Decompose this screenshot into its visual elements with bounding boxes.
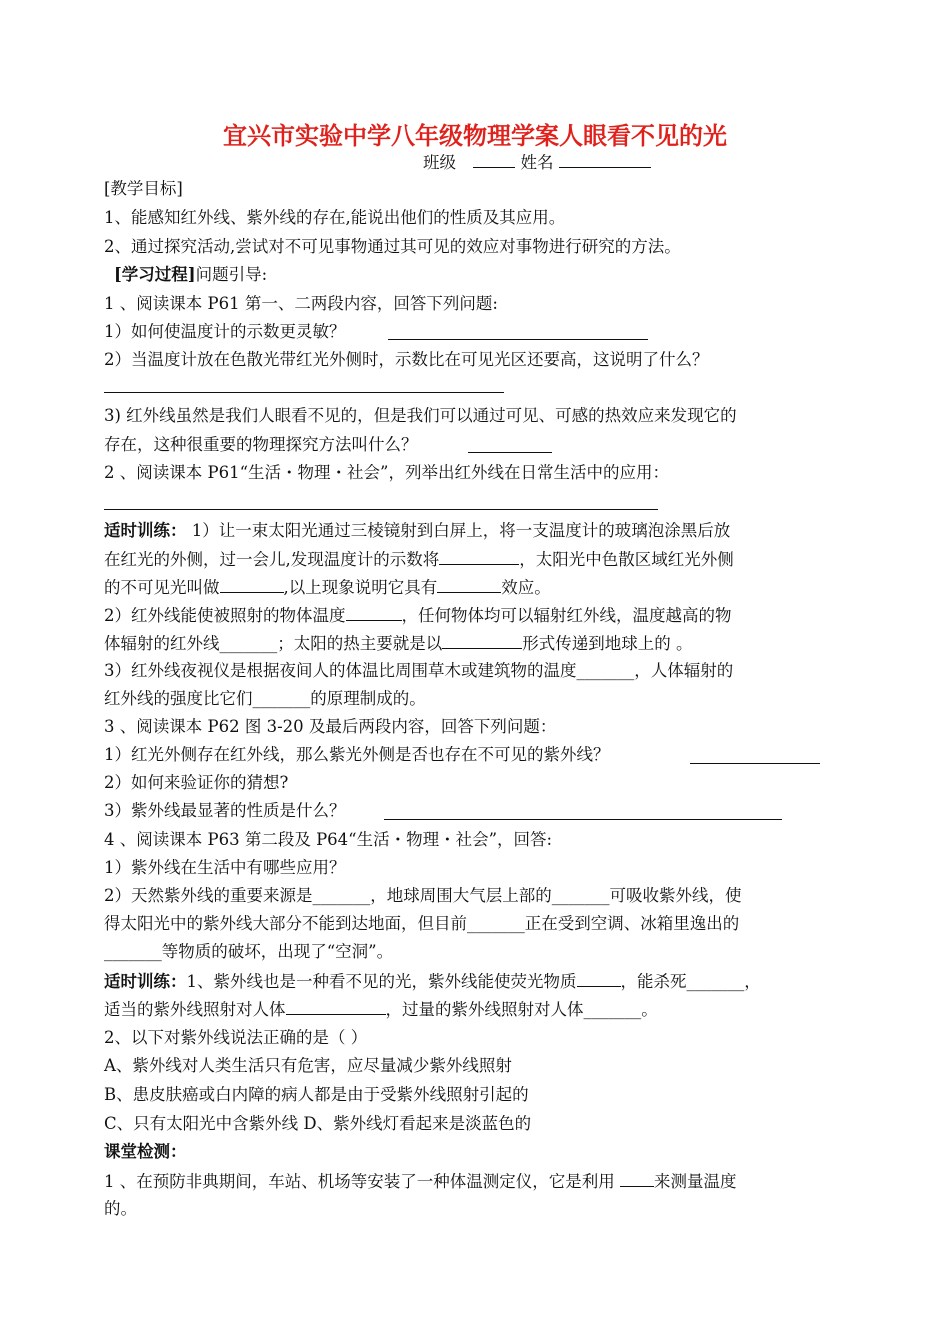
answer-blank-1-2[interactable] [104,392,504,393]
practice-3-line-2: 红外线的强度比它们_______的原理制成的。 [104,689,426,708]
reading-task-3: 3 、阅读课本 P62 图 3-20 及最后两段内容，回答下列问题： [104,717,557,736]
answer-blank[interactable] [442,632,522,649]
answer-blank[interactable] [346,604,402,621]
answer-blank[interactable] [286,998,386,1015]
practice-text: 体辐射的红外线_______；太阳的热主要就是以 [104,634,443,653]
check-question-1 [104,1170,737,1193]
answer-blank-2[interactable] [104,509,658,510]
question-1-3: 3) 红外线虽然是我们人眼看不见的，但是我们可以通过可见、可感的热效应来发现它的 [104,406,737,425]
section-heading-check: 课堂检测： [104,1142,187,1161]
practice-text: ，能杀死_______， [620,972,761,991]
class-blank[interactable] [473,151,515,168]
question-4-2-line-1: 2）天然紫外线的重要来源是_______，地球周围大气层上部的_______可吸收紫外线，使 [104,886,742,905]
practice-2-line-1 [104,604,732,627]
answer-blank-1-3[interactable] [468,452,552,453]
answer-blank[interactable] [439,548,519,565]
reading-task-2: 2 、阅读课本 P61“生活・物理・社会”，列举出红外线在日常生活中的应用： [104,463,669,482]
practice-label: 适时训练： [104,521,187,540]
choice-b[interactable]: B、患皮肤癌或白内障的病人都是由于受紫外线照射引起的 [104,1085,529,1104]
section-heading-goals: [教学目标] [104,179,183,198]
answer-blank[interactable] [577,970,621,987]
question-3-3: 3）紫外线最显著的性质是什么？ [104,801,346,820]
practice-1-line-1 [104,520,730,542]
process-label: [学习过程] [114,265,196,284]
practice-text: ，任何物体均可以辐射红外线，温度越高的物 [401,606,732,625]
question-text: 1 、在预防非典期间，车站、机场等安装了一种体温测定仪，它是利用 [104,1172,620,1191]
practice-2-line-2 [104,632,693,655]
question-text: 来测量温度 [654,1172,737,1191]
goal-item-2: 2、通过探究活动,尝试对不可见事物通过其可见的效应对事物进行研究的方法。 [104,237,681,256]
choice-a[interactable]: A、紫外线对人类生活只有危害，应尽量减少紫外线照射 [104,1056,512,1075]
guide-label: 问题引导: [195,265,268,284]
question-3-1: 1）红光外侧存在红外线，那么紫光外侧是否也存在不可见的紫外线？ [104,745,610,764]
practice-text: 适当的紫外线照射对人体 [104,1000,286,1019]
reading-task-4: 4 、阅读课本 P63 第二段及 P64“生活・物理・社会”，回答: [104,830,553,849]
practice-3-line-1: 3）红外线夜视仪是根据夜间人的体温比周围草木或建筑物的温度_______，人体辐射的 [104,661,734,680]
question-1-2: 2）当温度计放在色散光带红光外侧时，示数比在可见光区还要高，这说明了什么？ [104,350,709,369]
practice-b-line-1 [104,970,761,993]
question-4-2-line-2: 得太阳光中的紫外线大部分不能到达地面，但目前_______正在受到空调、冰箱里逸出的 [104,914,740,933]
answer-blank[interactable] [437,576,501,593]
choice-c-d[interactable]: C、只有太阳光中含紫外线 D、紫外线灯看起来是淡蓝色的 [104,1114,532,1133]
question-1-3-cont: 存在，这种很重要的物理探究方法叫什么？ [104,435,418,454]
question-1-1 [104,321,346,343]
practice-text: ，过量的紫外线照射对人体_______。 [385,1000,658,1019]
class-name-line [423,151,651,174]
practice-text: 效应。 [501,578,551,597]
practice-label: 适时训练： [104,972,187,991]
question-4-2-line-3: _______等物质的破坏，出现了“空洞”。 [104,942,394,961]
goal-item-1: 1、能感知红外线、紫外线的存在,能说出他们的性质及其应用。 [104,208,566,227]
class-label: 班级 [423,153,456,172]
answer-blank-1-1[interactable] [388,339,648,340]
question-3-2: 2）如何来验证你的猜想? [104,773,289,792]
practice-text: ，太阳光中色散区域红光外侧 [519,550,734,569]
practice-text: 2）红外线能使被照射的物体温度 [104,606,346,625]
name-label: 姓名 [520,153,554,172]
practice-1-line-2 [104,548,734,571]
answer-blank[interactable] [620,1170,654,1187]
practice-text: 形式传递到地球上的 。 [522,634,693,653]
page-title: 宜兴市实验中学八年级物理学案人眼看不见的光 [223,122,727,150]
check-question-1-cont: 的。 [104,1199,137,1218]
section-heading-process [114,264,267,286]
answer-blank-3-1[interactable] [690,763,820,764]
practice-text: ,以上现象说明它具有 [283,578,438,597]
choice-question: 2、以下对紫外线说法正确的是（ ） [104,1028,368,1047]
practice-text: 1、紫外线也是一种看不见的光，紫外线能使荧光物质 [186,972,577,991]
answer-blank[interactable] [220,576,284,593]
answer-blank-3-3[interactable] [384,819,782,820]
practice-text: 1）让一束太阳光通过三棱镜射到白屏上，将一支温度计的玻璃泡涂黑后放 [186,521,731,540]
name-blank[interactable] [559,151,651,168]
practice-text: 的不可见光叫做 [104,578,220,597]
practice-b-line-2 [104,998,658,1021]
practice-text: 在红光的外侧，过一会儿,发现温度计的示数将 [104,550,440,569]
question-4-1: 1）紫外线在生活中有哪些应用？ [104,858,346,877]
question-text: 1）如何使温度计的示数更灵敏？ [104,322,346,341]
practice-1-line-3 [104,576,551,599]
reading-task-1: 1 、阅读课本 P61 第一、二两段内容，回答下列问题: [104,294,498,313]
